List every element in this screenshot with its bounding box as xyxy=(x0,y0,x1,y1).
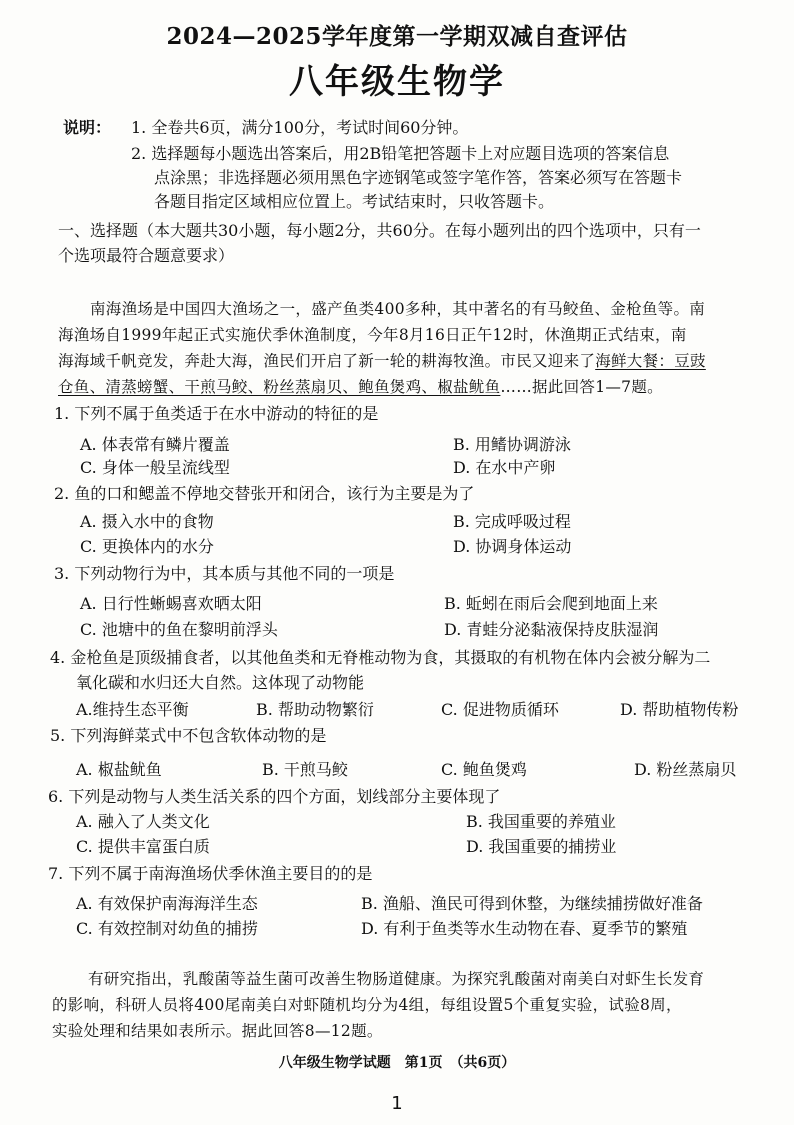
question-2-option-b: B. 完成呼吸过程 xyxy=(453,512,571,531)
passage1-line4-text: ……据此回答1—7题。 xyxy=(500,378,663,396)
question-4-stem-line1: 4. 金枪鱼是顶级捕食者，以其他鱼类和无脊椎动物为食，其摄取的有机物在体内会被分解为二 xyxy=(50,648,711,667)
instruction-item-2-line2: 点涂黑；非选择题必须用黑色字迹钢笔或签字笔作答，答案必须写在答题卡 xyxy=(154,168,683,187)
question-7-stem: 7. 下列不属于南海渔场伏季休渔主要目的的是 xyxy=(48,864,373,883)
question-2-option-a: A. 摄入水中的食物 xyxy=(80,512,214,531)
question-6-option-a: A. 融入了人类文化 xyxy=(76,812,210,831)
question-1-option-d: D. 在水中产卵 xyxy=(453,458,556,477)
question-6-option-c: C. 提供丰富蛋白质 xyxy=(76,837,210,856)
passage2-line1: 有研究指出，乳酸菌等益生菌可改善生物肠道健康。为探究乳酸菌对南美白对虾生长发育 xyxy=(88,970,705,988)
instruction-item-2-line1: 2. 选择题每小题选出答案后，用2B铅笔把答题卡上对应题目选项的答案信息 xyxy=(131,144,670,163)
passage1-line3 xyxy=(58,350,706,372)
passage1-line2: 海渔场自1999年起正式实施伏季休渔制度，今年8月16日正午12时，休渔期正式结束，南 xyxy=(58,326,687,344)
exam-title: 2024—2025学年度第一学期双减自查评估 xyxy=(166,23,628,50)
passage1-line3-text: 海海域千帆竞发，奔赴大海，渔民们开启了新一轮的耕海牧渔。市民又迎来了 xyxy=(58,352,596,370)
question-5-option-d: D. 粉丝蒸扇贝 xyxy=(634,760,737,779)
passage1-line3-underlined: 海鲜大餐：豆豉 xyxy=(595,352,706,370)
question-2-option-c: C. 更换体内的水分 xyxy=(80,537,214,556)
question-7-option-d: D. 有利于鱼类等水生动物在春、夏季节的繁殖 xyxy=(361,919,688,938)
question-4-stem-line2: 氧化碳和水归还大自然。这体现了动物能 xyxy=(76,673,365,692)
section1-heading-line1: 一、选择题（本大题共30小题，每小题2分，共60分。在每小题列出的四个选项中，只有一 xyxy=(58,221,701,240)
question-4-option-c: C. 促进物质循环 xyxy=(441,700,559,719)
passage1-line4-underlined: 仓鱼、清蒸螃蟹、干煎马鲛、粉丝蒸扇贝、鲍鱼煲鸡、椒盐鱿鱼 xyxy=(58,378,501,396)
instruction-item-1: 1. 全卷共6页，满分100分，考试时间60分钟。 xyxy=(131,118,469,137)
question-6-option-d: D. 我国重要的捕捞业 xyxy=(466,837,617,856)
question-2-option-d: D. 协调身体运动 xyxy=(453,537,572,556)
question-1-stem: 1. 下列不属于鱼类适于在水中游动的特征的是 xyxy=(54,404,379,423)
question-5-option-a: A. 椒盐鱿鱼 xyxy=(76,760,162,779)
instructions-label: 说明： xyxy=(63,118,112,137)
question-3-option-b: B. 蚯蚓在雨后会爬到地面上来 xyxy=(444,594,658,613)
question-7-option-a: A. 有效保护南海海洋生态 xyxy=(76,894,258,913)
section1-heading-line2: 个选项最符合题意要求） xyxy=(58,246,235,265)
passage1-line1: 南海渔场是中国四大渔场之一，盛产鱼类400多种，其中著名的有马鲛鱼、金枪鱼等。南 xyxy=(90,300,706,318)
question-5-stem: 5. 下列海鲜菜式中不包含软体动物的是 xyxy=(50,726,327,745)
passage2-line3: 实验处理和结果如表所示。据此回答8—12题。 xyxy=(52,1022,383,1040)
question-4-option-d: D. 帮助植物传粉 xyxy=(620,700,739,719)
question-2-stem: 2. 鱼的口和鳃盖不停地交替张开和闭合，该行为主要是为了 xyxy=(54,484,475,503)
question-1-option-a: A. 体表常有鳞片覆盖 xyxy=(80,435,230,454)
question-7-option-c: C. 有效控制对幼鱼的捕捞 xyxy=(76,919,258,938)
page-number: 1 xyxy=(391,1093,403,1114)
question-5-option-b: B. 干煎马鲛 xyxy=(262,760,348,779)
subject-title: 八年级生物学 xyxy=(289,62,505,102)
passage1-line4 xyxy=(58,376,663,398)
question-1-option-b: B. 用鳍协调游泳 xyxy=(453,435,571,454)
page-footer: 八年级生物学试题 第1页 （共6页） xyxy=(278,1055,516,1071)
question-4-option-a: A.维持生态平衡 xyxy=(76,700,189,719)
question-3-option-d: D. 青蛙分泌黏液保持皮肤湿润 xyxy=(444,620,659,639)
question-3-stem: 3. 下列动物行为中，其本质与其他不同的一项是 xyxy=(54,564,395,583)
question-6-stem: 6. 下列是动物与人类生活关系的四个方面，划线部分主要体现了 xyxy=(48,787,501,806)
instruction-item-2-line3: 各题目指定区域相应位置上。考试结束时，只收答题卡。 xyxy=(154,192,555,211)
question-5-option-c: C. 鲍鱼煲鸡 xyxy=(441,760,527,779)
question-3-option-a: A. 日行性蜥蜴喜欢晒太阳 xyxy=(80,594,262,613)
question-3-option-c: C. 池塘中的鱼在黎明前浮头 xyxy=(80,620,278,639)
passage2-line2: 的影响，科研人员将400尾南美白对虾随机均分为4组，每组设置5个重复实验，试验8周， xyxy=(52,996,682,1014)
question-4-option-b: B. 帮助动物繁衍 xyxy=(256,700,374,719)
question-1-option-c: C. 身体一般呈流线型 xyxy=(80,458,230,477)
question-7-option-b: B. 渔船、渔民可得到休整，为继续捕捞做好准备 xyxy=(361,894,703,913)
question-6-option-b: B. 我国重要的养殖业 xyxy=(466,812,616,831)
